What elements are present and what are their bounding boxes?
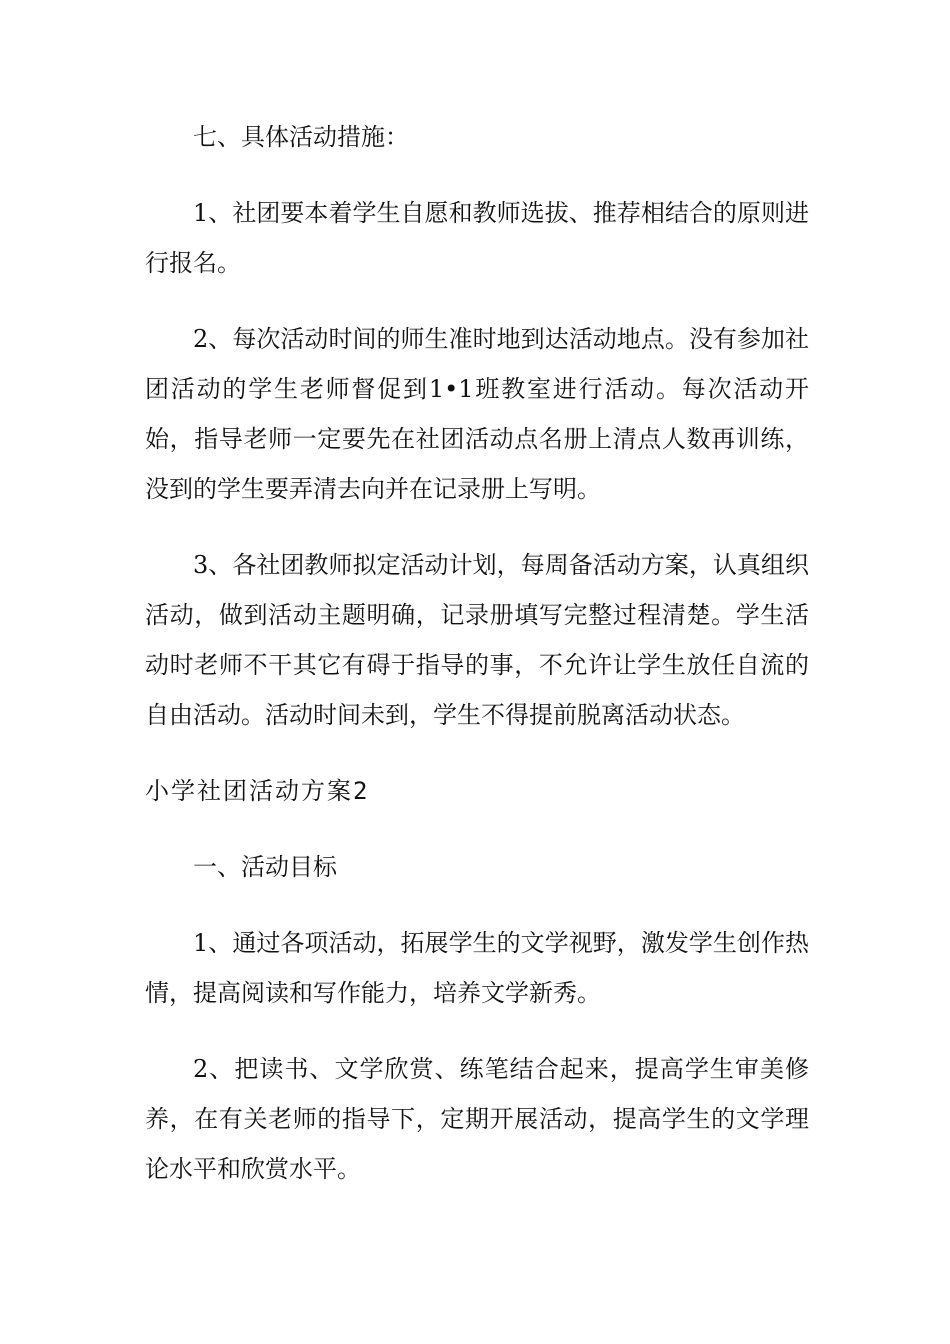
document-body [145, 112, 809, 1220]
paragraph-attendance: 2、每次活动时间的师生准时地到达活动地点。没有参加社团活动的学生老师督促到1•1班教室进行活动。每次活动开始，指导老师一定要先在社团活动点名册上清点人数再训练，没到的学生要弄清去向并在记录册上写明。 [145, 325, 809, 503]
paragraph-registration: 1、社团要本着学生自愿和教师选拔、推荐相结合的原则进行报名。 [145, 199, 809, 277]
paragraph-goal-2: 2、把读书、文学欣赏、练笔结合起来，提高学生审美修养，在有关老师的指导下，定期开展活动，提高学生的文学理论水平和欣赏水平。 [145, 1055, 809, 1183]
document-section-title: 小学社团活动方案2 [145, 777, 370, 805]
section-heading-goals: 一、活动目标 [193, 853, 337, 881]
paragraph-planning: 3、各社团教师拟定活动计划，每周备活动方案，认真组织活动，做到活动主题明确，记录册填写完整过程清楚。学生活动时老师不干其它有碍于指导的事，不允许让学生放任自流的自由活动。活动时间未到，学生不得提前脱离活动状态。 [145, 551, 809, 729]
section-heading-measures: 七、具体活动措施： [193, 123, 409, 151]
paragraph-goal-1: 1、通过各项活动，拓展学生的文学视野，激发学生创作热情，提高阅读和写作能力，培养文学新秀。 [145, 929, 809, 1007]
